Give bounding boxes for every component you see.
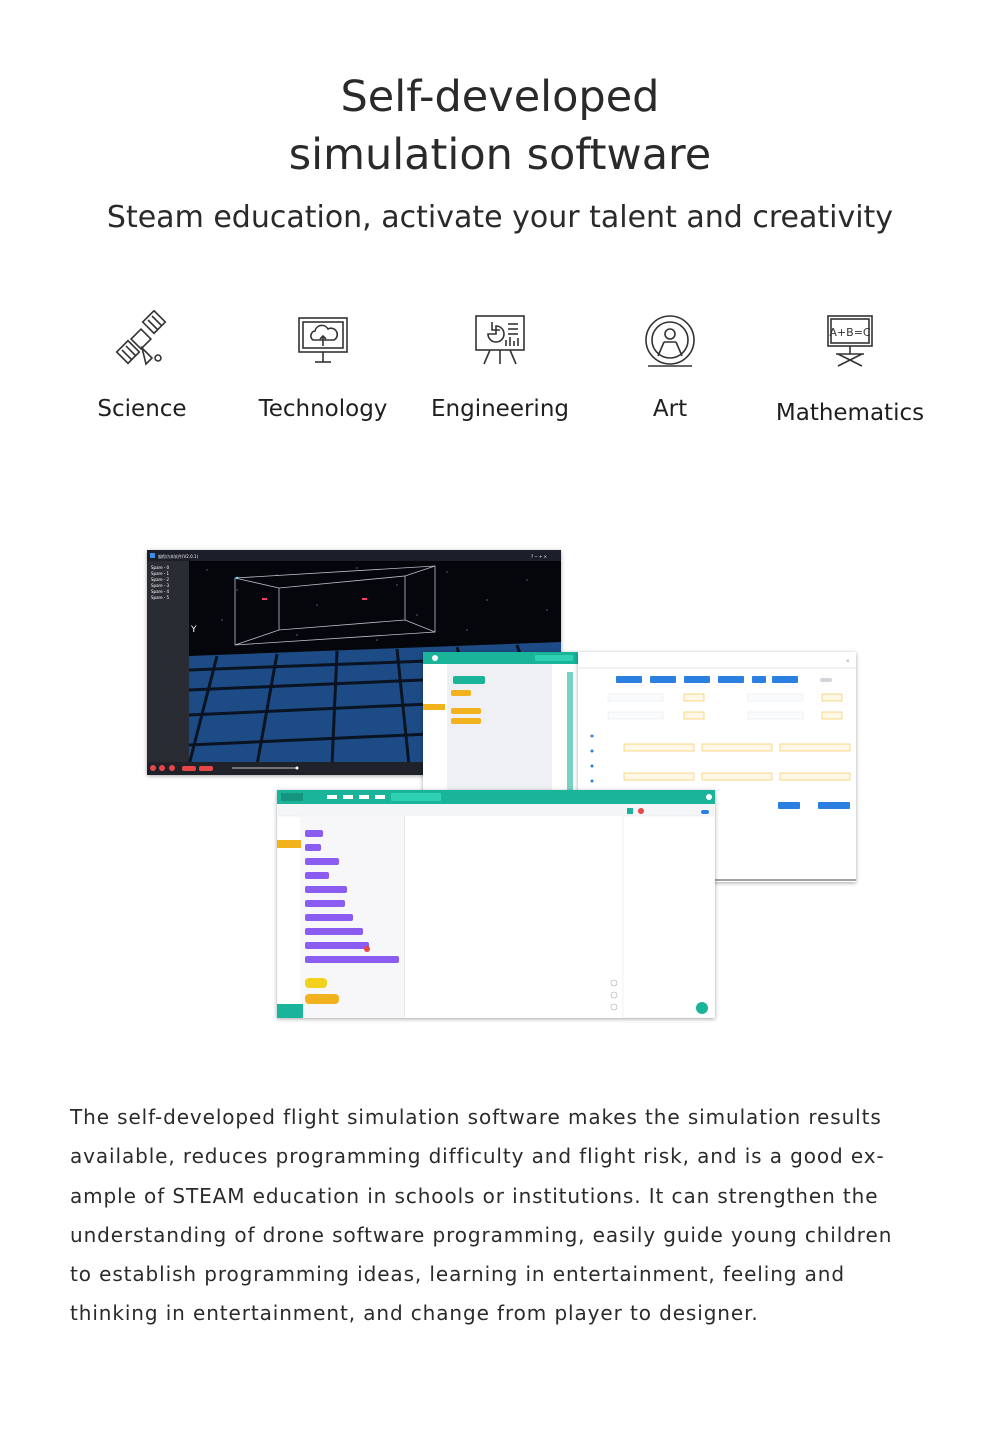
description-line: to establish programming ideas, learning in entertainment, feeling and xyxy=(70,1262,845,1287)
subject-label: Technology xyxy=(258,396,388,422)
subject-technology xyxy=(233,310,413,422)
description-line: available, reduces programming difficulty and flight risk, and is a good ex- xyxy=(70,1144,885,1169)
spare-list xyxy=(151,565,170,600)
subject-engineering xyxy=(410,310,590,422)
description-paragraph xyxy=(70,1098,940,1334)
description-line: The self-developed flight simulation software makes the simulation results xyxy=(70,1105,882,1129)
description-line: thinking in entertainment, and change from player to designer. xyxy=(70,1301,759,1326)
spare-item[interactable]: Spare - 0 xyxy=(151,565,170,570)
spare-item[interactable]: Spare - 1 xyxy=(151,571,170,576)
spare-item[interactable]: Spare - 4 xyxy=(151,589,170,594)
subject-art xyxy=(580,310,760,422)
subject-label: Engineering xyxy=(431,396,569,422)
simulator-title: 编程仿真软件(V2.0.1) xyxy=(158,554,199,559)
subject-science xyxy=(52,310,232,422)
spare-item[interactable]: Spare - 2 xyxy=(151,577,170,582)
presentation-board-icon xyxy=(470,310,530,370)
description-line: understanding of drone software programming, easily guide young children xyxy=(70,1222,893,1247)
title-line-1: Self-developed xyxy=(340,72,660,122)
svg-text:Y: Y xyxy=(191,625,197,635)
subject-label: Art xyxy=(652,396,688,422)
cloud-monitor-icon xyxy=(293,310,353,370)
subject-mathematics xyxy=(760,310,940,426)
page-title xyxy=(0,68,1000,184)
subject-label: Mathematics xyxy=(775,400,925,426)
description-line: ample of STEAM education in schools or institutions. It can strengthen the xyxy=(70,1183,879,1208)
spare-item[interactable]: Spare - 3 xyxy=(151,583,170,588)
title-line-2: simulation software xyxy=(288,130,712,180)
equation-board-icon xyxy=(820,310,880,370)
svg-text:? − + ×: ? − + × xyxy=(531,554,547,559)
spare-item[interactable]: Spare - 5 xyxy=(151,595,170,600)
block-editor-window-small xyxy=(423,652,578,812)
page-subtitle: Steam education, activate your talent and creativity xyxy=(106,200,894,235)
satellite-icon xyxy=(112,310,172,370)
block-editor-window xyxy=(277,790,715,1018)
svg-text:×: × xyxy=(846,659,850,665)
subject-label: Science xyxy=(97,396,187,422)
wheel-icon xyxy=(640,310,700,370)
svg-text:A+B=C: A+B=C xyxy=(829,326,871,339)
